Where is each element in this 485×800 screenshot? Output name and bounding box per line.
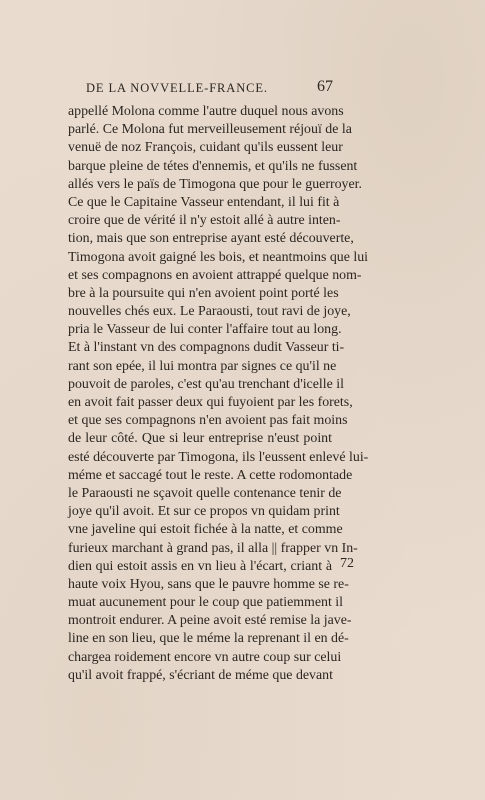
text-line: qu'il avoit frappé, s'écriant de méme que devant — [68, 667, 333, 683]
text-line: pria le Vasseur de lui conter l'affaire tout au long. — [68, 322, 342, 338]
text-line: Ce que le Capitaine Vasseur entendant, il lui fit à — [68, 194, 340, 210]
text-line: méme et saccagé tout le reste. A cette rodomontade — [68, 467, 353, 483]
text-line: Et à l'instant vn des compagnons dudit Vasseur ti- — [68, 340, 345, 356]
text-line: parlé. Ce Molona fut merveilleusement réjouï de la — [68, 122, 352, 138]
text-line: montroit endurer. A peine avoit esté remise la jave- — [68, 613, 352, 629]
text-line: nouvelles chés eux. Le Paraousti, tout ravi de joye, — [68, 304, 351, 320]
text-line: croire que de vérité il n'y estoit allé à autre inten- — [68, 213, 341, 229]
page-number: 67 — [317, 78, 333, 95]
text-line: appellé Molona comme l'autre duquel nous avons — [68, 104, 344, 119]
text-line: allés vers le païs de Timogona que pour le guerroyer. — [68, 176, 362, 192]
running-head: DE LA NOVVELLE-FRANCE. — [86, 81, 268, 95]
text-line: bre à la poursuite qui n'en avoient point porté les — [68, 285, 339, 301]
text-line: muat aucunement pour le coup que patiemment il — [68, 595, 344, 611]
text-line: le Paraousti ne sçavoit quelle contenance tenir de — [68, 485, 342, 501]
text-line: et que ses compagnons n'en avoient pas fait moins — [68, 413, 348, 429]
text-line: line en son lieu, que le méme la reprenant il en dé- — [68, 631, 349, 647]
margin-page-reference: 72 — [340, 556, 354, 571]
text-line: vne javeline qui estoit fichée à la natte, et comme — [68, 522, 343, 538]
text-line: pouvoit de paroles, c'est qu'au trenchant d'icelle il — [68, 376, 344, 392]
text-line: rant son epée, il lui montra par signes ce qu'il ne — [68, 358, 337, 374]
text-line: en avoit fait passer deux qui fuyoient par les forets, — [68, 395, 353, 410]
text-line: dien qui estoit assis en vn lieu à l'écart, criant à — [68, 558, 332, 574]
text-line: barque pleine de tétes d'ennemis, et qu'ils ne fussent — [68, 158, 358, 174]
text-line: joye qu'il avoit. Et sur ce propos vn quidam print — [68, 504, 340, 520]
text-line: tion, mais que son entreprise ayant esté découverte, — [68, 231, 354, 247]
text-line: haute voix Hyou, sans que le pauvre homme se re- — [68, 576, 349, 592]
text-line: esté découverte par Timogona, ils l'eussent enlevé lui- — [68, 449, 369, 465]
text-line: et ses compagnons en avoient attrappé quelque nom- — [68, 267, 362, 283]
text-line: chargea roidement encore vn autre coup sur celui — [68, 649, 342, 665]
text-line: Timogona avoit gaigné les bois, et neantmoins que lui — [68, 249, 369, 265]
text-line: de leur côté. Que si leur entreprise n'eust point — [68, 431, 332, 447]
text-line: furieux marchant à grand pas, il alla || frapper vn In- — [68, 540, 358, 556]
text-line: venuë de noz François, cuidant qu'ils eussent leur — [68, 140, 343, 156]
